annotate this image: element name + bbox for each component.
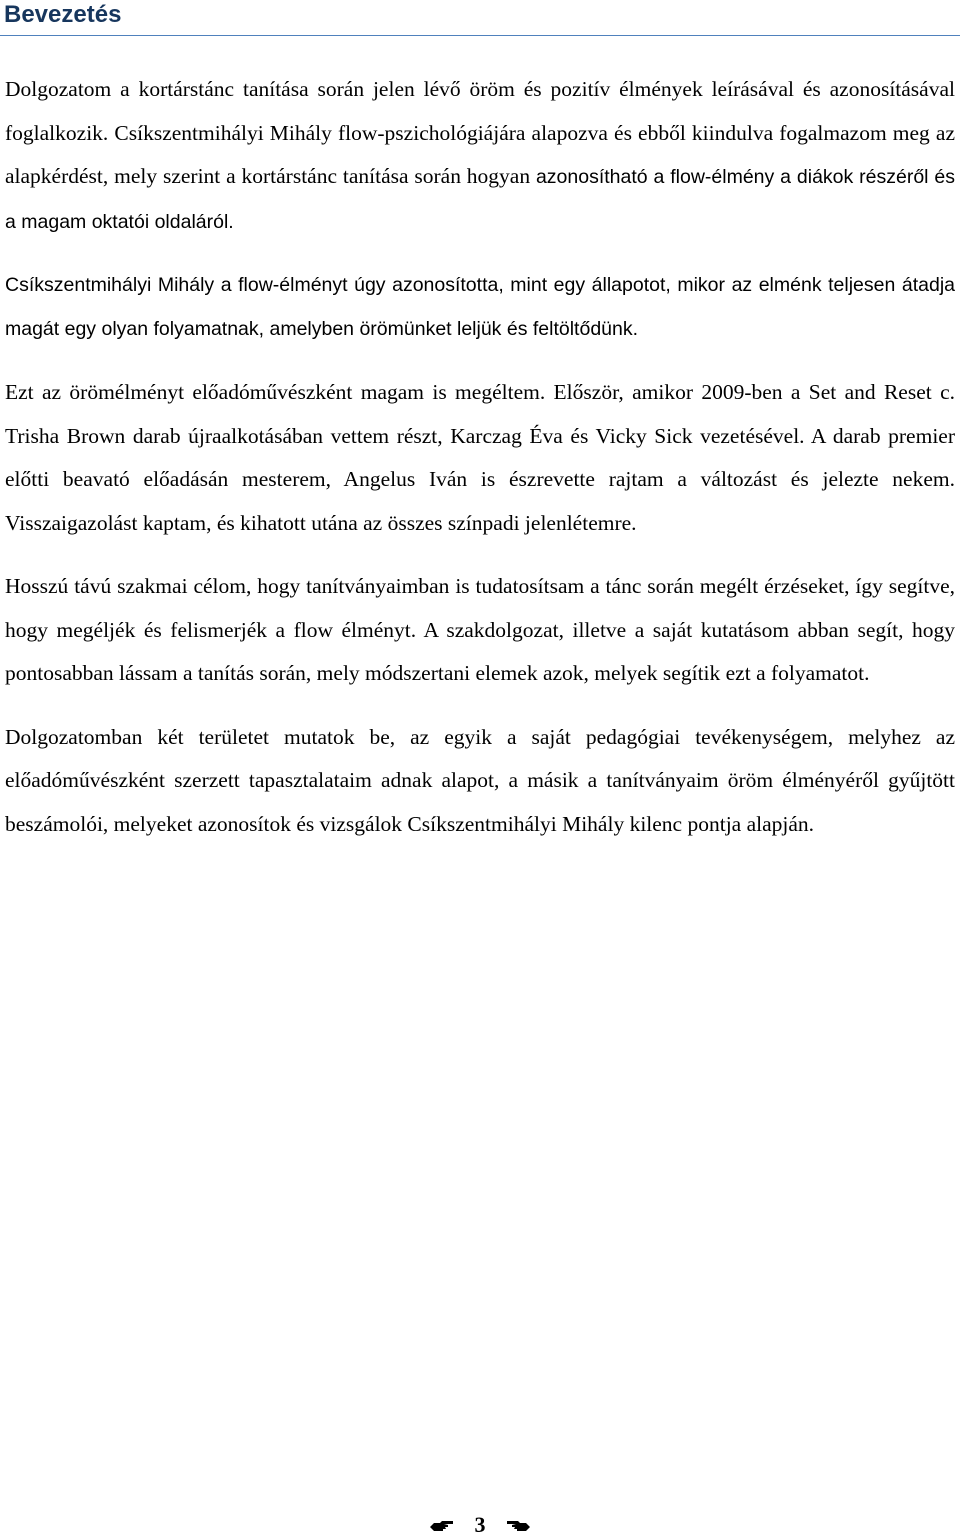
- paragraph-1: [5, 68, 955, 244]
- paragraph-2: Csíkszentmihályi Mihály a flow-élményt úgy azonosította, mint egy állapotot, mikor az elménk teljesen átadja magát egy olyan folyamatnak, amelyben örömünket leljük és feltöltődünk.: [5, 274, 955, 340]
- heading-underline: [0, 35, 960, 36]
- paragraph-3: Ezt az örömélményt előadóművészként magam is megéltem. Először, amikor 2009-ben a Set and Reset c. Trisha Brown darab újraalkotásában vettem részt, Karczag Éva és Vicky Sick vezetésével. A darab premier előtti beavató előadásán mesterem, Angelus Iván is észrevette rajtam a változást és jelezte nekem. Visszaigazolást kaptam, és kihatott utána az összes színpadi jelenlétemre.: [5, 380, 955, 535]
- hand-pointing-right-icon: [429, 1514, 455, 1540]
- hand-pointing-left-icon: [505, 1514, 531, 1540]
- paragraph-4: Hosszú távú szakmai célom, hogy tanítványaimban is tudatosítsam a tánc során megélt érzéseket, így segítve, hogy megéljék és felismerjék a flow élményt. A szakdolgozat, illetve a saját kutatásom abban segít, hogy pontosabban lássam a tanítás során, mely módszertani elemek azok, melyek segítik ezt a folyamatot.: [5, 574, 955, 685]
- document-body: [5, 68, 955, 866]
- page-number: 3: [474, 1512, 486, 1537]
- paragraph-5: Dolgozatomban két területet mutatok be, az egyik a saját pedagógiai tevékenységem, melyhez az előadóművészként szerzett tapasztalataim adnak alapot, a másik a tanítványaim öröm élményéről gyűjtött beszámolói, melyeket azonosítok és vizsgálok Csíkszentmihályi Mihály kilenc pontja alapján.: [5, 724, 955, 836]
- paragraph-1-sans-text: azonosítható a flow-élmény a diákok részéről és a magam oktatói oldaláról.: [5, 166, 955, 233]
- paragraph-1-text: Dolgozatom a kortárstánc tanítása során jelen lévő öröm és pozitív élmények leírásával és azonosításával foglalkozik. Csíkszentmihályi Mihály flow-pszichológiájára alapozva és ebből kiindulva fogalmazom meg az alapkérdést, mely szerint a kortárstánc tanítása során hogyan: [5, 77, 955, 188]
- section-heading: Bevezetés: [4, 1, 122, 28]
